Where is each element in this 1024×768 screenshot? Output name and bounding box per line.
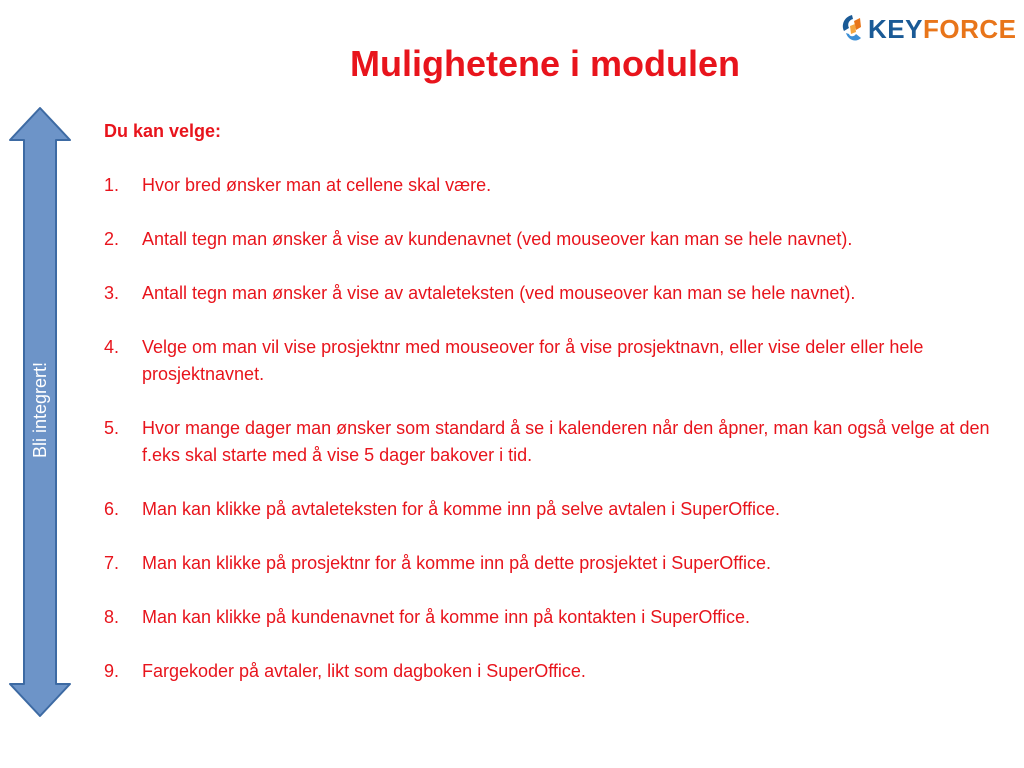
item-number: 8. (104, 607, 120, 627)
item-number: 7. (104, 553, 120, 573)
content-body (104, 118, 1004, 712)
list-item (104, 334, 1004, 388)
item-number: 2. (104, 229, 120, 249)
list-item (104, 550, 1004, 577)
list-item (104, 415, 1004, 469)
item-text: Velge om man vil vise prosjektnr med mouseover for å vise prosjektnavn, eller vise deler eller hele prosjektnavnet. (142, 337, 924, 384)
item-number: 5. (104, 418, 120, 438)
item-number: 6. (104, 499, 120, 519)
arrow-label: Bli integrert! (30, 361, 50, 459)
list-item (104, 658, 1004, 685)
item-text: Hvor bred ønsker man at cellene skal være. (142, 175, 492, 195)
item-number: 1. (104, 175, 120, 195)
list-item (104, 280, 1004, 307)
list-item (104, 604, 1004, 631)
item-text: Antall tegn man ønsker å vise av kundenavnet (ved mouseover kan man se hele navnet). (142, 229, 853, 249)
list-item (104, 172, 1004, 199)
lead-text: Du kan velge: (104, 121, 222, 141)
list-item (104, 226, 1004, 253)
item-number: 4. (104, 337, 120, 357)
item-text: Man kan klikke på kundenavnet for å komme inn på kontakten i SuperOffice. (142, 607, 751, 627)
logo-force-text: FORCE (922, 14, 1017, 44)
item-text: Man kan klikke på prosjektnr for å komme inn på dette prosjektet i SuperOffice. (142, 553, 771, 573)
item-text: Hvor mange dager man ønsker som standard å se i kalenderen når den åpner, man kan også velge at den f.eks skal starte med å vise 5 dager bakover i tid. (142, 418, 990, 465)
item-text: Antall tegn man ønsker å vise av avtaleteksten (ved mouseover kan man se hele navnet). (142, 283, 856, 303)
item-text: Fargekoder på avtaler, likt som dagboken i SuperOffice. (142, 661, 586, 681)
item-number: 9. (104, 661, 120, 681)
option-list (104, 172, 1004, 685)
item-text: Man kan klikke på avtaleteksten for å komme inn på selve avtalen i SuperOffice. (142, 499, 780, 519)
logo-key-text: KEY (868, 14, 923, 44)
slide-title: Mulighetene i modulen (349, 43, 740, 84)
item-number: 3. (104, 283, 120, 303)
list-item (104, 496, 1004, 523)
